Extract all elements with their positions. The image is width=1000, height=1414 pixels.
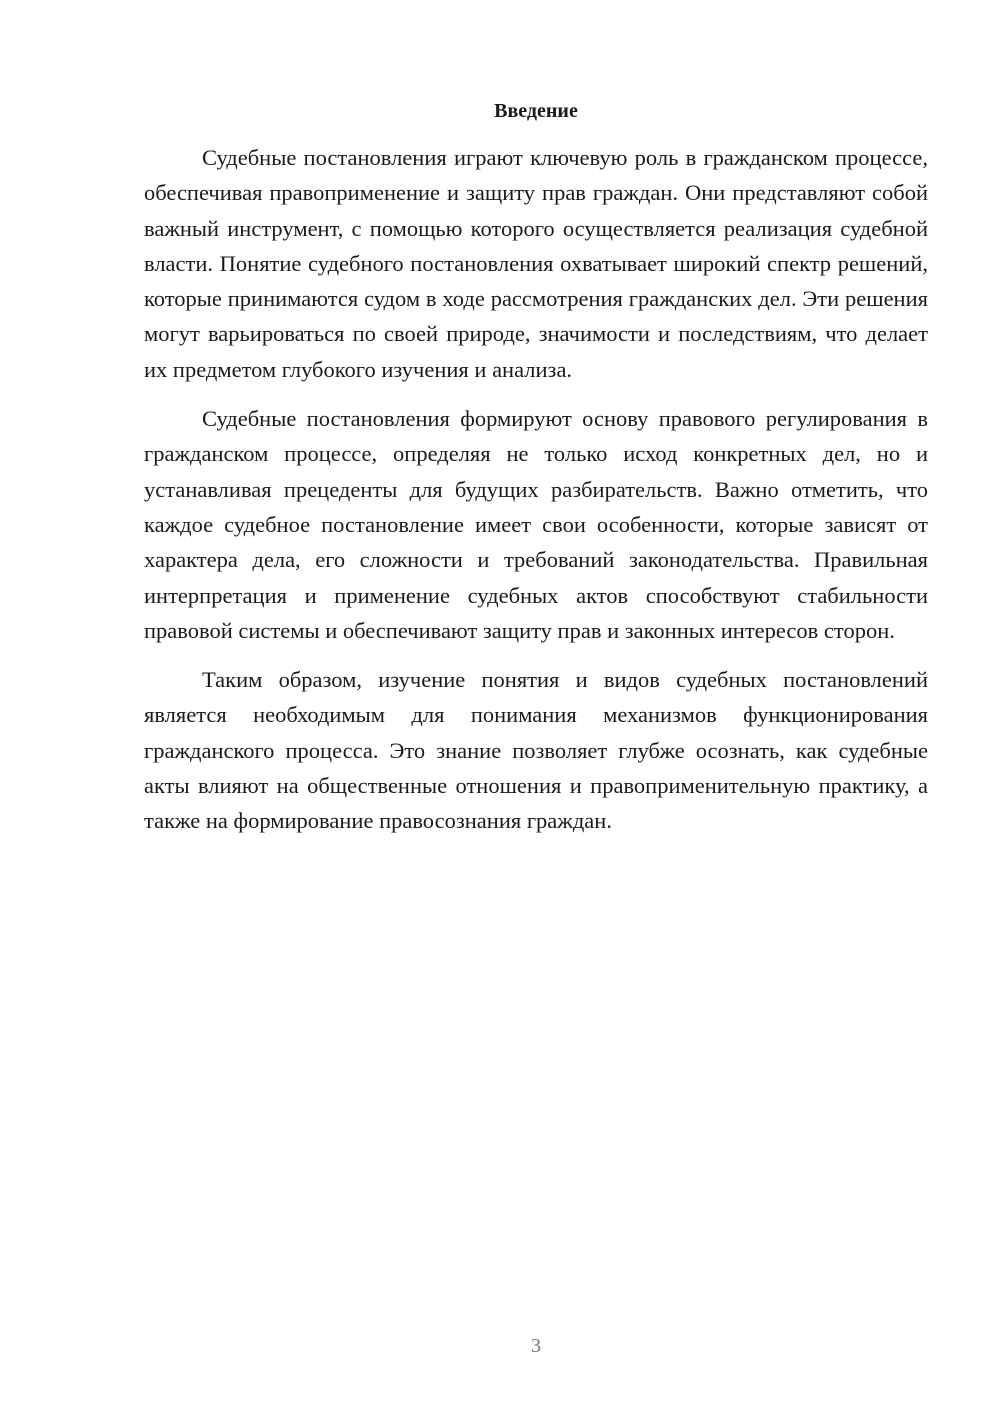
page-content [144, 96, 928, 839]
page-title: Введение [494, 100, 578, 122]
paragraph-2: Судебные постановления формируют основу правового регулирования в гражданском процессе, определяя не только исход конкретных дел, но и устанавливая прецеденты для будущих разбирательств. Важно отметить, что каждое судебное постановление имеет свои особенности, которые зависят от характера дела, его сложности и требований законодательства. Правильная интерпретация и применение судебных актов способствуют стабильности правовой системы и обеспечивают защиту прав и законных интересов сторон. [144, 406, 928, 643]
paragraph-3: Таким образом, изучение понятия и видов судебных постановлений является необходимым для понимания механизмов функционирования гражданского процесса. Это знание позволяет глубже осознать, как судебные акты влияют на общественные отношения и правоприменительную практику, а также на формирование правосознания граждан. [144, 667, 928, 834]
page-number: 3 [531, 1335, 541, 1357]
paragraph-1: Судебные постановления играют ключевую роль в гражданском процессе, обеспечивая правоприменение и защиту прав граждан. Они представляют собой важный инструмент, с помощью которого осуществляется реализация судебной власти. Понятие судебного постановления охватывает широкий спектр решений, которые принимаются судом в ходе рассмотрения гражданских дел. Эти решения могут варьироваться по своей природе, значимости и последствиям, что делает их предметом глубокого изучения и анализа. [144, 145, 928, 382]
